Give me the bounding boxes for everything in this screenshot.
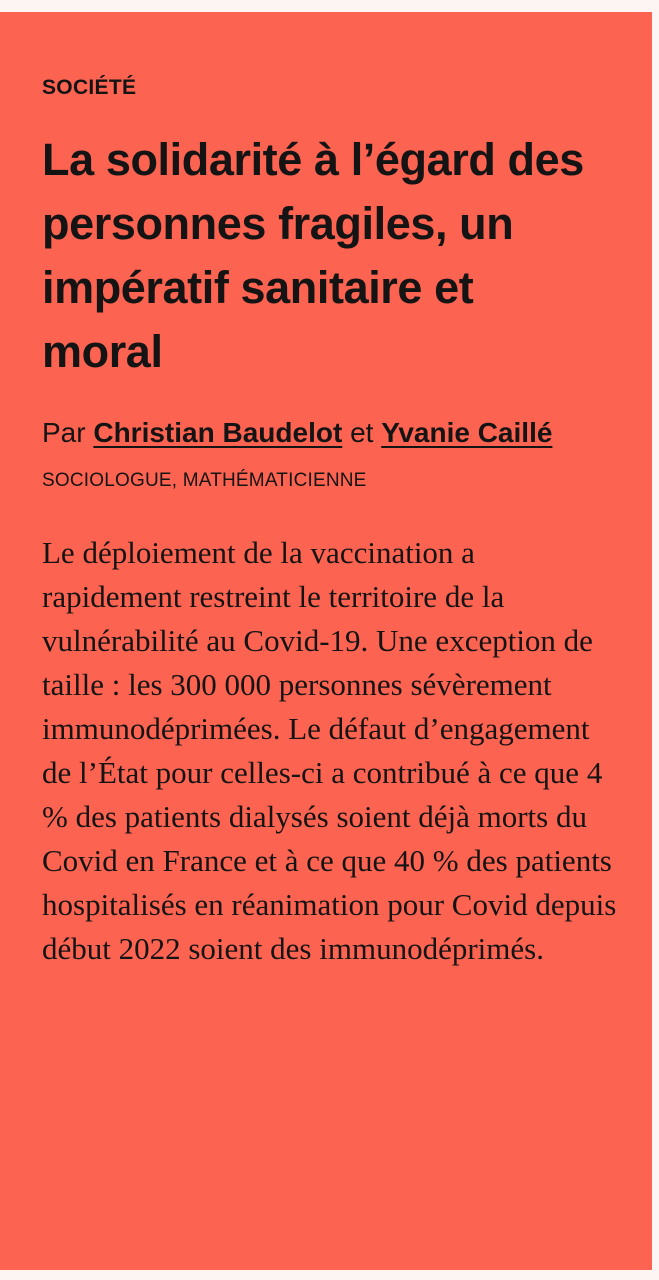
article-headline: La solidarité à l’égard des personnes fragiles, un impératif sanitaire et moral — [42, 134, 584, 377]
rubric-label[interactable]: SOCIÉTÉ — [42, 76, 137, 99]
byline-prefix: Par — [42, 417, 86, 448]
article-lede: Le déploiement de la vaccination a rapidement restreint le territoire de la vulnérabilité au Covid-19. Une exception de taille : les 300 000 personnes sévèrement immunodéprimées. Le défaut d’engagement de l’État pour celles-ci a contribué à ce que 4 % des patients dialysés soient déjà morts du Covid en France et à ce que 40 % des patients hospitalisés en réanimation pour Covid depuis début 2022 soient des immunodéprimés. — [42, 535, 617, 966]
author-roles: SOCIOLOGUE, MATHÉMATICIENNE — [42, 470, 367, 491]
byline — [42, 408, 602, 457]
byline-conjunction: et — [350, 417, 374, 448]
author-link-christian-baudelot[interactable]: Christian Baudelot — [93, 417, 343, 448]
article-card — [0, 12, 652, 1270]
author-link-yvanie-caille[interactable]: Yvanie Caillé — [381, 417, 553, 448]
